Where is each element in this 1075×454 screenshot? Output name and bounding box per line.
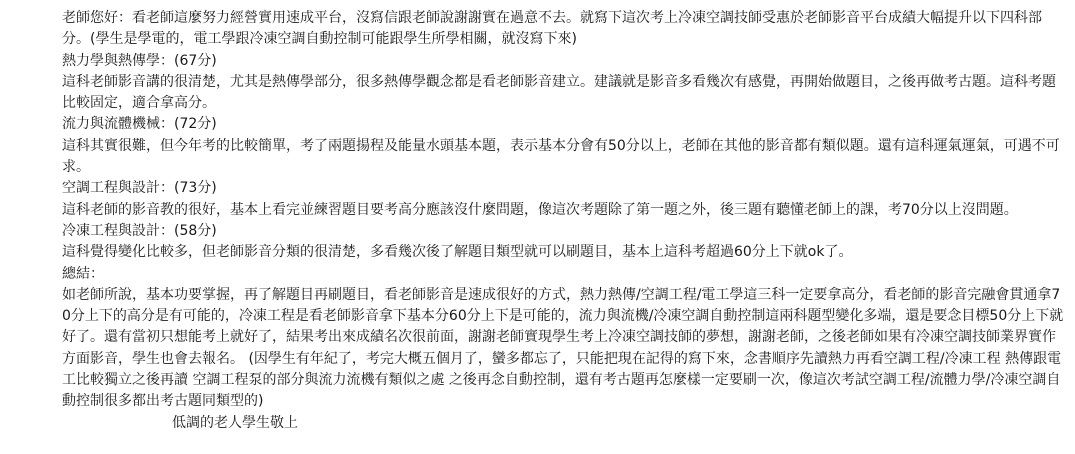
subject-body-thermodynamics: 這科老師影音講的很清楚，尤其是熱傳學部分，很多熱傳學觀念都是看老師影音建立。建議就是影音多看幾次有感覺，再開始做題目，之後再做考古題。這科考題比較固定，適合拿高分。 [62,73,1056,112]
subject-heading-refrigeration-engineering: 冷凍工程與設計：(58分) [62,222,217,239]
subject-heading-fluid-mechanics: 流力與流體機械：(72分) [62,116,217,133]
subject-heading-thermodynamics: 熱力學與熱傳學：(67分) [62,52,217,69]
subject-body-fluid-mechanics: 這科其實很難，但今年考的比較簡單，考了兩題揚程及能量水頭基本題，表示基本分會有50分以上，老師在其他的影音都有類似題。還有這科運氣運氣，可遇不可求。 [62,137,1060,176]
signature: 低調的老人學生敬上 [172,414,298,431]
subject-body-hvac-engineering: 這科老師的影音教的很好，基本上看完並練習題目要考高分應該沒什麼問題，像這次考題除了第一題之外，後三題有聽懂老師上的課，考70分以上沒問題。 [62,201,1018,218]
summary-body: 如老師所說，基本功要掌握，再了解題目再刷題目，看老師影音是速成很好的方式，熱力熱傳/空調工程/電工學這三科一定要拿高分，看老師的影音完融會貫通拿70分上下的高分是有可能的，冷凍工程是看老師影音拿下基本分60分上下是可能的，流力與流機/冷凍空調自動控制這兩科題型變化多端，還是要念目標50分上下就好了。還有當初只想能考上就好了，結果考出來成績名次很前面，謝謝老師實現學生考上冷凍空調技師的夢想，謝謝老師，之後老師如果有冷凍空調技師業界實作方面影音，學生也會去報名。 (因學生有年紀了，考完大概五個月了，蠻多都忘了，只能把現在記得的寫下來，念書順序先讀熱力再看空調工程/冷凍工程 熱傳跟電工比較獨立之後再讀 空調工程泵的部分與流力流機有類似之處 之後再念自動控制，還有考古題再怎麼樣一定要刷一次，像這次考試空調工程/流體力學/冷凍空調自動控制很多都出考古題同類型的) [62,286,1064,410]
intro-paragraph: 老師您好：看老師這麼努力經營實用速成平台，沒寫信跟老師說謝謝實在過意不去。就寫下這次考上冷凍空調技師受惠於老師影音平台成績大幅提升以下四科部分。(學生是學電的，電工學跟冷凍空調自動控制可能跟學生所學相關，就沒寫下來) [62,10,1042,48]
subject-heading-hvac-engineering: 空調工程與設計：(73分) [62,180,217,197]
testimonial-letter [62,8,1068,434]
subject-body-refrigeration-engineering: 這科覺得變化比較多，但老師影音分類的很清楚，多看幾次後了解題目類型就可以刷題目，基本上這科考超過60分上下就ok了。 [62,244,853,261]
summary-heading: 總結： [62,265,104,282]
